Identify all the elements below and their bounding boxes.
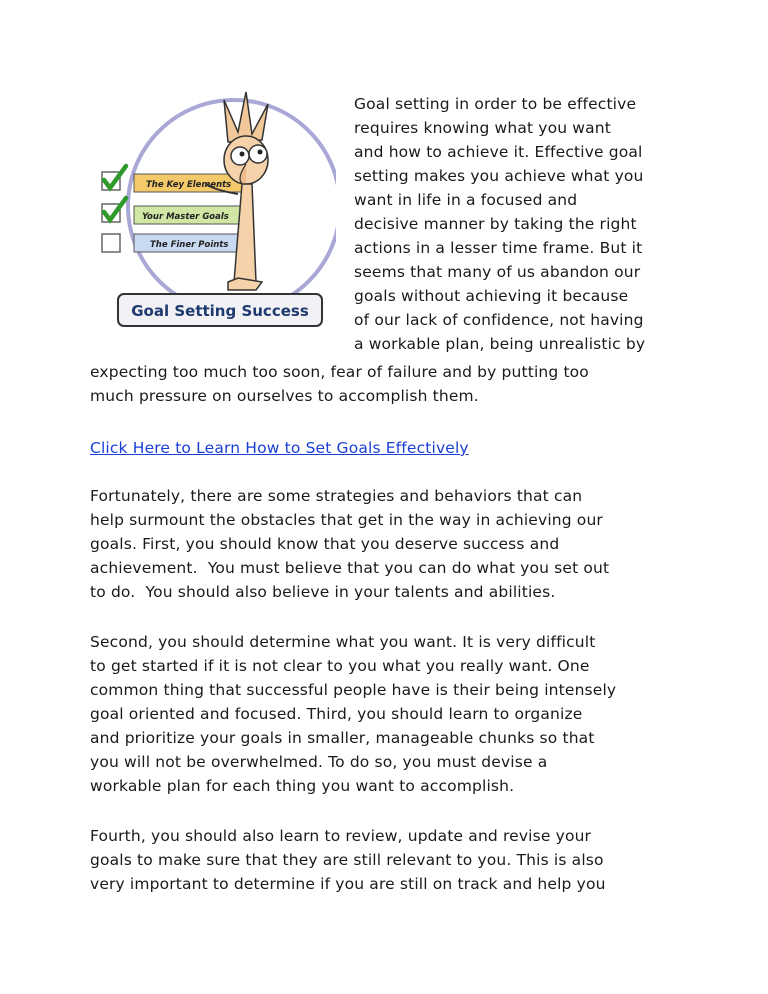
paragraph2-line-4: achievement. You must believe that you can do what you set out <box>90 559 610 577</box>
paragraph3-line-4: goal oriented and focused. Third, you should learn to organize <box>90 705 583 723</box>
paragraph4-line-3: very important to determine if you are still on track and help you <box>90 875 606 893</box>
intro-line-5: want in life in a focused and <box>354 191 578 209</box>
checklist-item-1: The Key Elements <box>146 180 232 190</box>
checklist-item-3: The Finer Points <box>150 240 229 250</box>
learn-goals-link[interactable]: Click Here to Learn How to Set Goals Effectively <box>90 439 469 457</box>
paragraph3-line-1: Second, you should determine what you want. It is very difficult <box>90 633 596 651</box>
banner-title: Goal Setting Success <box>131 302 309 320</box>
paragraph3-line-3: common thing that successful people have is their being intensely <box>90 681 617 699</box>
checklist-item-2: Your Master Goals <box>142 212 229 222</box>
intro-line-11: a workable plan, being unrealistic by <box>354 335 646 353</box>
paragraph2-line-2: help surmount the obstacles that get in the way in achieving our <box>90 511 603 529</box>
paragraph4-line-1: Fourth, you should also learn to review, update and revise your <box>90 827 592 845</box>
intro-full-line-1: expecting too much too soon, fear of failure and by putting too <box>90 363 589 381</box>
pupil-right <box>258 150 263 155</box>
intro-line-10: of our lack of confidence, not having <box>354 311 644 329</box>
paragraph3-line-2: to get started if it is not clear to you what you really want. One <box>90 657 590 675</box>
pupil-left <box>240 152 245 157</box>
goal-setting-illustration <box>96 82 336 340</box>
figure-feet <box>228 278 262 290</box>
paragraph2-line-1: Fortunately, there are some strategies and behaviors that can <box>90 487 583 505</box>
intro-line-1: Goal setting in order to be effective <box>354 95 637 113</box>
intro-line-2: requires knowing what you want <box>354 119 611 137</box>
intro-line-9: goals without achieving it because <box>354 287 629 305</box>
figure-eye-right <box>249 145 267 163</box>
paragraph2-line-3: goals. First, you should know that you deserve success and <box>90 535 560 553</box>
intro-line-6: decisive manner by taking the right <box>354 215 637 233</box>
intro-full-line-2: much pressure on ourselves to accomplish them. <box>90 387 479 405</box>
paragraph3-line-5: and prioritize your goals in smaller, manageable chunks so that <box>90 729 595 747</box>
figure-body <box>234 184 256 282</box>
intro-line-8: seems that many of us abandon our <box>354 263 641 281</box>
figure-eye-left <box>231 147 249 165</box>
intro-line-7: actions in a lesser time frame. But it <box>354 239 643 257</box>
paragraph4-line-2: goals to make sure that they are still relevant to you. This is also <box>90 851 604 869</box>
intro-line-3: and how to achieve it. Effective goal <box>354 143 643 161</box>
paragraph3-line-7: workable plan for each thing you want to accomplish. <box>90 777 515 795</box>
paragraph2-line-5: to do. You should also believe in your talents and abilities. <box>90 583 556 601</box>
paragraph3-line-6: you will not be overwhelmed. To do so, you must devise a <box>90 753 548 771</box>
checkbox-3 <box>102 234 120 252</box>
intro-line-4: setting makes you achieve what you <box>354 167 644 185</box>
